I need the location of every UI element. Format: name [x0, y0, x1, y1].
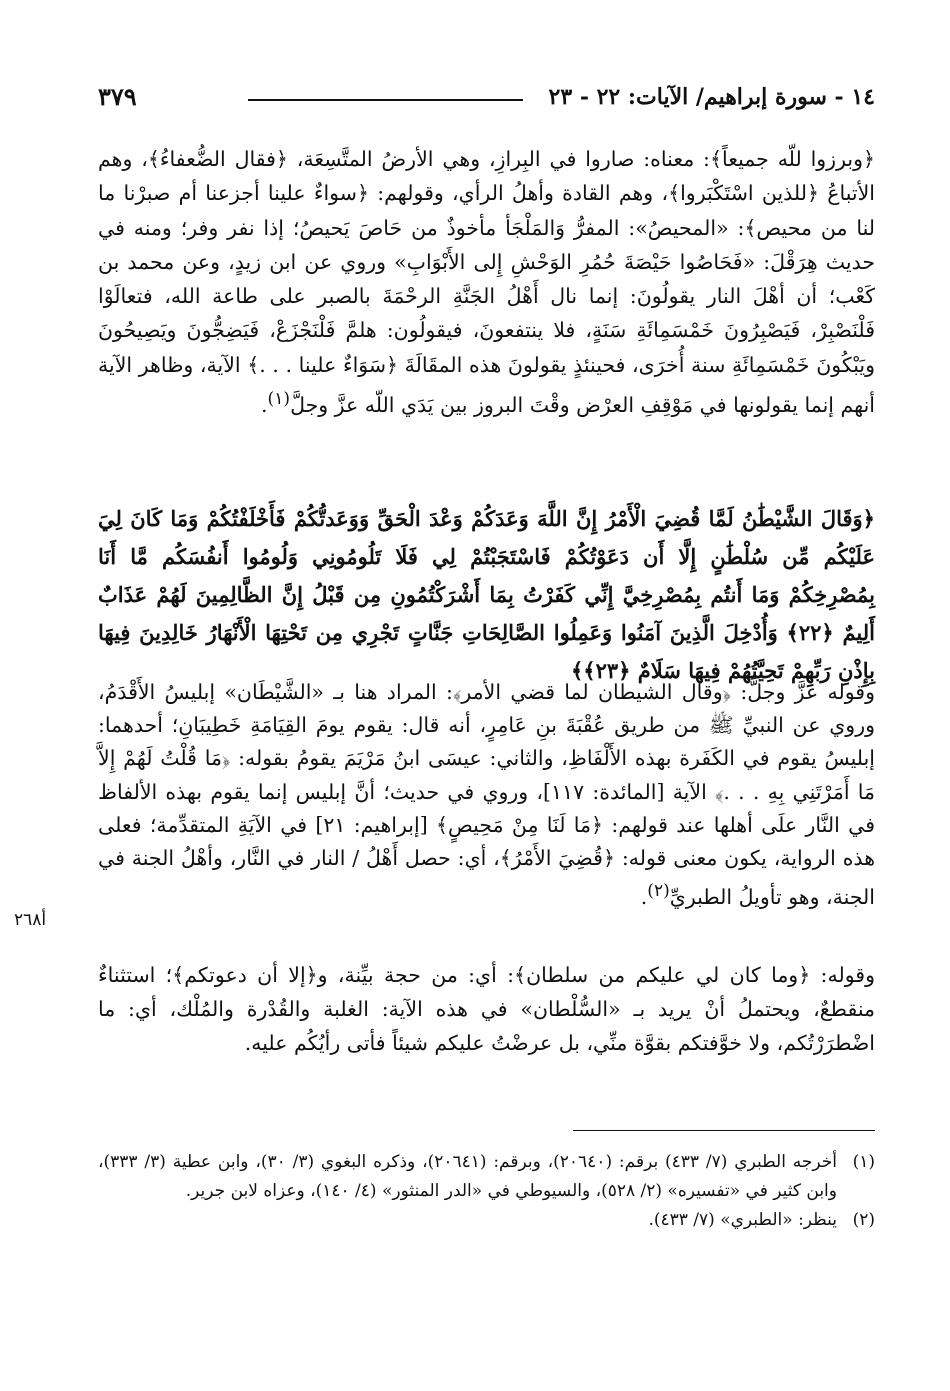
commentary-paragraph-1: ﴿وبرزوا للّه جميعاً﴾: معناه: صاروا في البِرازِ، وهي الأرضُ المتَّسِعَة، ﴿فقال الضُّعفاءُ﴾، وهم الأتباعُ ﴿للذين اسْتَكْبَروا﴾، وهم القادة وأهلُ الرأي، وقولهم: ﴿سواءٌ علينا أجزعنا أم صبرْنا ما لنا من محيص﴾: «المحيصُ»: المفرُّ وَالمَلْجَأ مأخوذٌ من حَاصَ يَحيصُ؛ إذا نفر وفر؛ ومنه في حديث هِرَقْلَ: «فَحَاصُوا حَيْصَةَ حُمُرِ الوَحْشِ إِلى الأَبْوَابِ» وروي عن ابن زيدٍ، وعن محمد بن كَعْب؛ أن أهْلَ النار يقولُونَ: إنما نال أَهْلُ الجَنَّةِ الرحْمَةَ بالصبر على طاعة الله، فتعالَوْا فَلْنَصْبِرْ، فَيَصْبِرُونَ خَمْسَمِائَةِ سَنَةٍ، فلا ينتفعونَ، فيقولُون: هلمَّ فَلْنَجْزَعْ، فَيَضِجُّونَ ويَصِيحُونَ ويَبْكُونَ خَمْسَمِائَةِ سنة أُخرَى، فحينئذٍ يقولونَ هذه المقَالَةَ ﴿سَوَاءٌ علينا . . .﴾ الآية، وظاهر الآية أنهم إنما يقولونها في مَوْقِفِ العرْض وقْتَ البروز بين يَدَي اللّه عزَّ وجلَّ$^{(١)}$. — [98, 147, 875, 417]
header-rule — [248, 99, 523, 101]
page-number: ٣٧٩ — [98, 82, 137, 111]
footnotes — [98, 1148, 875, 1235]
footnote-ref-2: (٢) — [647, 881, 670, 902]
running-header — [98, 82, 875, 118]
footnote-1 — [98, 1148, 875, 1206]
footnote-text: أخرجه الطبري (٧/ ٤٣٣) برقم: (٢٠٦٤٠)، وبرقم: (٢٠٦٤١)، وذكره البغوي (٣/ ٣٠)، وابن عطية (٣/ ٣٣٣)، وابن كثير في «تفسيره» (٢/ ٥٢٨)، والسيوطي في «الدر المنثور» (٤/ ١٤٠)، وعزاه لابن جرير. — [98, 1152, 838, 1201]
footnote-number: (٢) — [852, 1210, 875, 1230]
paragraph-1-text: ﴿وبرزوا للّه جميعاً﴾: معناه: صاروا في البِرازِ، وهي الأرضُ المتَّسِعَة، ﴿فقال الضُّعفاءُ﴾، وهم الأتباعُ ﴿للذين اسْتَكْبَروا﴾، وهم القادة وأهلُ الرأي، وقولهم: ﴿سواءٌ علينا أجزعنا أم صبرْنا ما لنا من محيص﴾: «المحيصُ»: المفرُّ وَالمَلْجَأ مأخوذٌ من حَاصَ يَحيصُ؛ إذا نفر وفر؛ ومنه في حديث هِرَقْلَ: «فَحَاصُوا حَيْصَةَ حُمُرِ الوَحْشِ إِلى الأَبْوَابِ» وروي عن ابن زيدٍ، وعن محمد بن كَعْب؛ أن أهْلَ النار يقولُونَ: إنما نال أَهْلُ الجَنَّةِ الرحْمَةَ بالصبر على طاعة الله، فتعالَوْا فَلْنَصْبِرْ، فَيَصْبِرُونَ خَمْسَمِائَةِ سَنَةٍ، فلا ينتفعونَ، فيقولُون: هلمَّ فَلْنَجْزَعْ، فَيَضِجُّونَ ويَصِيحُونَ ويَبْكُونَ خَمْسَمِائَةِ سنة أُخرَى، فحينئذٍ يقولونَ هذه المقَالَةَ ﴿سَوَاءٌ علينا . . .﴾ الآية، وظاهر الآية أنهم إنما يقولونها في مَوْقِفِ العرْض وقْتَ البروز بين يَدَي اللّه عزَّ وجلَّ — [98, 147, 875, 417]
footnote-number: (١) — [852, 1152, 875, 1172]
chapter-title: ١٤ - سورة إبراهيم/ الآيات: ٢٢ - ٢٣ — [548, 84, 875, 110]
manuscript-folio-marker: أ٢٦٨ — [14, 910, 47, 930]
footnote-separator — [573, 1130, 875, 1131]
paragraph-2-text: وقوله عزَّ وجلَّ: ﴿وقال الشيطان لما قضي الأمر﴾: المراد هنا بـ «الشَّيْطَان» إبليسُ الأَقْدَمُ، وروي عن النبيِّ ﷺ من طريق عُقْبَةَ بنِ عَامِرٍ، أنه قال: يقوم يومَ القِيَامَةِ خَطِيبَانِ؛ أحدهما: إبليسُ يقوم في الكَفَرة بهذه الأَلْفَاظِ، والثاني: عيسَى ابنُ مَرْيَمَ يقومُ بقوله: ﴿مَا قُلْتُ لَهُمْ إِلاَّ مَا أَمَرْتَنِي بِهِ . . .﴾ الآية [المائدة: ١١٧]، وروي في حديث؛ أنَّ إبليس إنما يقوم بهذه الألفاظ في النَّار علَى أهلها عند قولهم: ﴿مَا لَنَا مِنْ مَحِيصٍ﴾ [إبراهيم: ٢١] في الآيَةِ المتقدِّمة؛ فعلى هذه الرواية، يكون معنى قوله: ﴿قُضِيَ الأَمْرُ﴾، أي: حصل أَهْلُ / النار في النَّار، وأهْلُ الجنة في الجنة، وهو تأويلُ الطبريِّ — [98, 680, 875, 910]
footnote-text: ينظر: «الطبري» (٧/ ٤٣٣). — [648, 1210, 837, 1230]
commentary-paragraph-2: وقوله عزَّ وجلَّ: ﴿وقال الشيطان لما قضي الأمر﴾: المراد هنا بـ «الشَّيْطَان» إبليسُ الأَقْدَمُ، وروي عن النبيِّ ﷺ من طريق عُقْبَةَ بنِ عَامِرٍ، أنه قال: يقوم يومَ القِيَامَةِ خَطِيبَانِ؛ أحدهما: إبليسُ يقوم في الكَفَرة بهذه الأَلْفَاظِ، والثاني: عيسَى ابنُ مَرْيَمَ يقومُ بقوله: ﴿مَا قُلْتُ لَهُمْ إِلاَّ مَا أَمَرْتَنِي بِهِ . . .﴾ الآية [المائدة: ١١٧]، وروي في حديث؛ أنَّ إبليس إنما يقوم بهذه الألفاظ في النَّار علَى أهلها عند قولهم: ﴿مَا لَنَا مِنْ مَحِيصٍ﴾ [إبراهيم: ٢١] في الآيَةِ المتقدِّمة؛ فعلى هذه الرواية، يكون معنى قوله: ﴿قُضِيَ الأَمْرُ﴾، أي: حصل أَهْلُ / النار في النَّار، وأهْلُ الجنة في الجنة، وهو تأويلُ الطبريِّ$^{(٢)}$. — [98, 680, 875, 910]
footnote-ref-1: (١) — [267, 389, 291, 410]
footnote-2 — [98, 1206, 875, 1235]
commentary-paragraph-3: وقوله: ﴿وما كان لي عليكم من سلطان﴾: أي: من حجة بيِّنة، و﴿إلا أن دعوتكم﴾؛ استثناءٌ منقطعٌ، ويحتملُ أنْ يريد بـ «السُّلْطان» في هذه الآية: الغلبة والقُدْرة والمُلْك، أي: ما اضْطرَرْتُكم، ولا خوَّفتكم بقوَّة منِّي، بل عرضْتُ عليكم شيئاً فأتى رأيُكُم عليه. — [98, 963, 875, 1055]
quran-verses-22-23: ﴿وَقَالَ الشَّيْطَٰنُ لَمَّا قُضِيَ الْأَمْرُ إِنَّ اللَّهَ وَعَدَكُمْ وَعْدَ الْحَقِّ وَوَعَدتُّكُمْ فَأَخْلَفْتُكُمْ وَمَا كَانَ لِيَ عَلَيْكُم مِّن سُلْطَٰنٍ إِلَّا أَن دَعَوْتُكُمْ فَاسْتَجَبْتُمْ لِي فَلَا تَلُومُونِي وَلُومُوا أَنفُسَكُم مَّا أَنَا بِمُصْرِخِكُمْ وَمَا أَنتُم بِمُصْرِخِيَّ إِنِّي كَفَرْتُ بِمَا أَشْرَكْتُمُونِ مِن قَبْلُ إِنَّ الظَّالِمِينَ لَهُمْ عَذَابٌ أَلِيمٌ ﴿٢٢﴾ وَأُدْخِلَ الَّذِينَ آمَنُوا وَعَمِلُوا الصَّالِحَاتِ جَنَّاتٍ تَجْرِي مِن تَحْتِهَا الْأَنْهَارُ خَالِدِينَ فِيهَا بِإِذْنِ رَبِّهِمْ تَحِيَّتُهُمْ فِيهَا سَلَامٌ ﴿٢٣﴾﴾ — [98, 506, 875, 683]
